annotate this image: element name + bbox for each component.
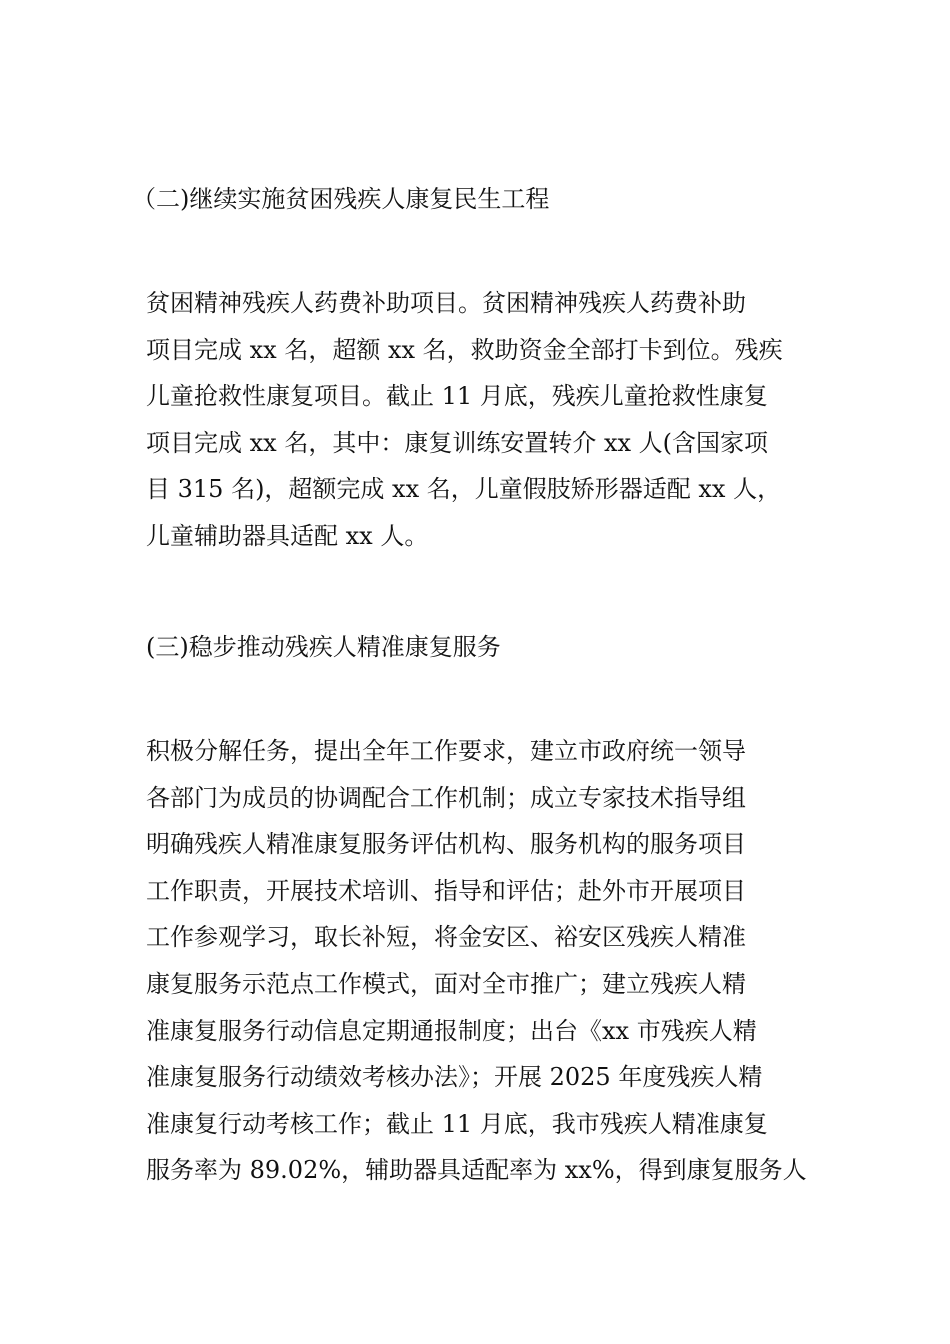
- paragraph-line: 目 315 名)，超额完成 xx 名，儿童假肢矫形器适配 xx 人，: [146, 475, 782, 504]
- section-2-heading: （二)继续实施贫困残疾人康复民生工程: [132, 185, 550, 213]
- paragraph-line: 服务率为 89.02%，辅助器具适配率为 xx%，得到康复服务人: [146, 1156, 807, 1185]
- paragraph-line: 项目完成 xx 名，其中：康复训练安置转介 xx 人(含国家项: [146, 428, 769, 457]
- paragraph-line: 工作参观学习，取长补短，将金安区、裕安区残疾人精准: [146, 923, 746, 952]
- paragraph-line: 积极分解任务，提出全年工作要求，建立市政府统一领导: [146, 737, 746, 765]
- paragraph-line: 各部门为成员的协调配合工作机制；成立专家技术指导组: [146, 783, 746, 812]
- section-2-paragraph: [146, 288, 816, 568]
- paragraph-line: 儿童辅助器具适配 xx 人。: [146, 521, 429, 550]
- paragraph-line: 康复服务示范点工作模式，面对全市推广；建立残疾人精: [146, 969, 746, 998]
- paragraph-line: 准康复服务行动信息定期通报制度；出台《xx 市残疾人精: [146, 1016, 757, 1045]
- paragraph-line: 儿童抢救性康复项目。截止 11 月底，残疾儿童抢救性康复: [146, 382, 768, 411]
- section-3-paragraph: [146, 736, 816, 1202]
- section-3-heading: (三)稳步推动残疾人精准康复服务: [146, 633, 501, 661]
- paragraph-line: 贫困精神残疾人药费补助项目。贫困精神残疾人药费补助: [146, 289, 746, 317]
- paragraph-line: 项目完成 xx 名，超额 xx 名，救助资金全部打卡到位。残疾: [146, 335, 783, 364]
- paragraph-line: 工作职责，开展技术培训、指导和评估；赴外市开展项目: [146, 876, 746, 905]
- paragraph-line: 准康复服务行动绩效考核办法》；开展 2025 年度残疾人精: [146, 1063, 763, 1092]
- paragraph-line: 明确残疾人精准康复服务评估机构、服务机构的服务项目: [146, 830, 746, 859]
- paragraph-line: 准康复行动考核工作；截止 11 月底，我市残疾人精准康复: [146, 1109, 768, 1138]
